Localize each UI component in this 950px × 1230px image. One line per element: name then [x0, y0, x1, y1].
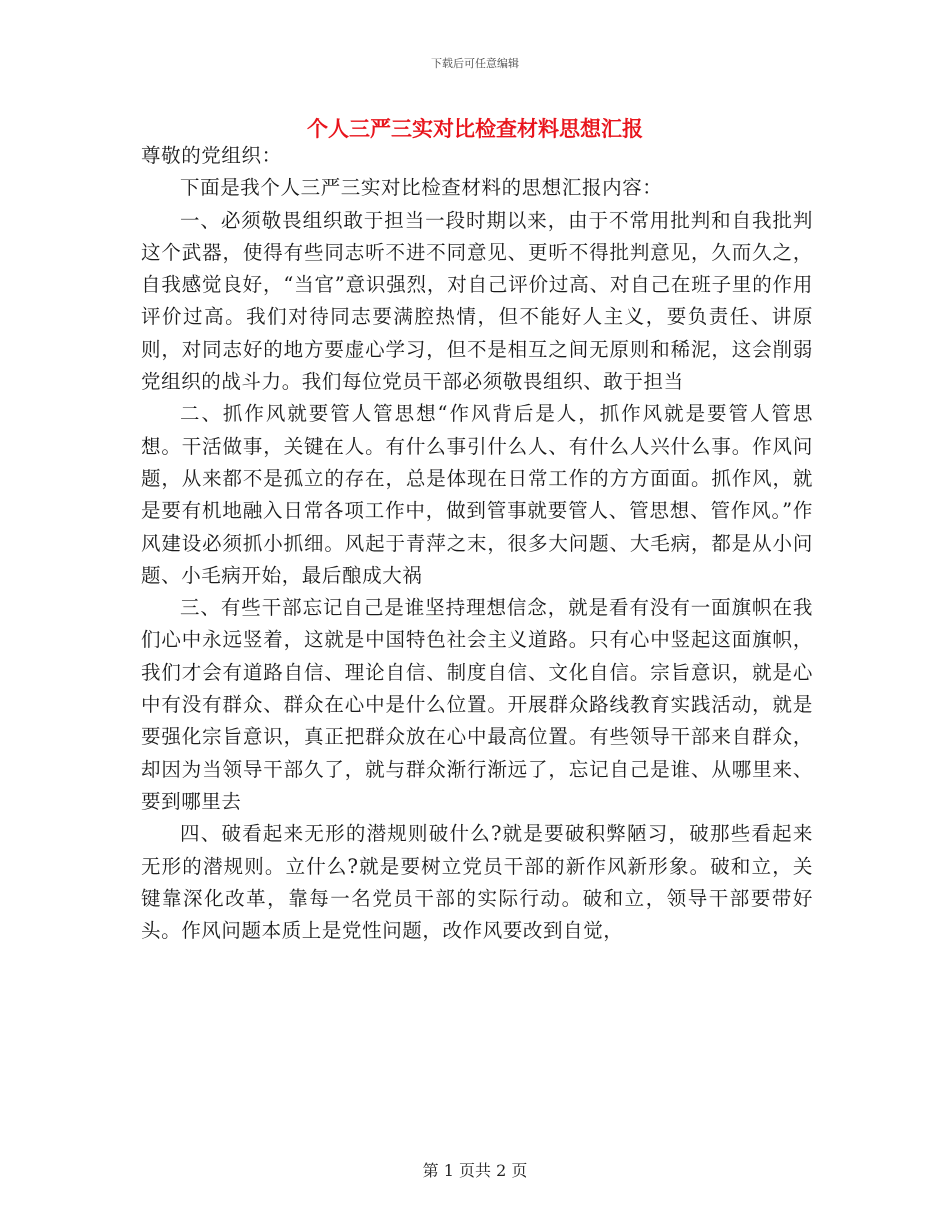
- document-body: [141, 140, 813, 947]
- paragraph-section-3: 三、有些干部忘记自己是谁坚持理想信念，就是看有没有一面旗帜在我们心中永远竖着，这就是中国特色社会主义道路。只有心中竖起这面旗帜，我们才会有道路自信、理论自信、制度自信、文化自信。宗旨意识，就是心中有没有群众、群众在心中是什么位置。开展群众路线教育实践活动，就是要强化宗旨意识，真正把群众放在心中最高位置。有些领导干部来自群众，却因为当领导干部久了，就与群众渐行渐远了，忘记自己是谁、从哪里来、要到哪里去: [141, 596, 813, 813]
- paragraph-section-2: 二、抓作风就要管人管思想“作风背后是人，抓作风就是要管人管思想。干活做事，关键在人。有什么事引什么人、有什么人兴什么事。作风问题，从来都不是孤立的存在，总是体现在日常工作的方方面面。抓作风，就是要有机地融入日常各项工作中，做到管事就要管人、管思想、管作风。”作风建设必须抓小抓细。风起于青萍之末，很多大问题、大毛病，都是从小问题、小毛病开始，最后酿成大祸: [141, 402, 813, 587]
- document-title: 个人三严三实对比检查材料思想汇报: [307, 116, 643, 141]
- page-number: 第 1 页共 2 页: [422, 1161, 528, 1180]
- salutation: 尊敬的党组织：: [141, 144, 282, 167]
- paragraph-section-1: 一、必须敬畏组织敢于担当一段时期以来，由于不常用批判和自我批判这个武器，使得有些同志听不进不同意见、更听不得批判意见，久而久之，自我感觉良好，“当官”意识强烈，对自己评价过高、对自己在班子里的作用评价过高。我们对待同志要满腔热情，但不能好人主义，要负责任、讲原则，对同志好的地方要虚心学习，但不是相互之间无原则和稀泥，这会削弱党组织的战斗力。我们每位党员干部必须敬畏组织、敢于担当: [141, 208, 813, 394]
- page-header-note: 下载后可任意编辑: [431, 57, 519, 70]
- paragraph-section-4: 四、破看起来无形的潜规则破什么?就是要破积弊陋习，破那些看起来无形的潜规则。立什么?就是要树立党员干部的新作风新形象。破和立，关键靠深化改革，靠每一名党员干部的实际行动。破和立，领导干部要带好头。作风问题本质上是党性问题，改作风要改到自觉，: [141, 822, 813, 943]
- paragraph-intro: 下面是我个人三严三实对比检查材料的思想汇报内容：: [180, 176, 663, 200]
